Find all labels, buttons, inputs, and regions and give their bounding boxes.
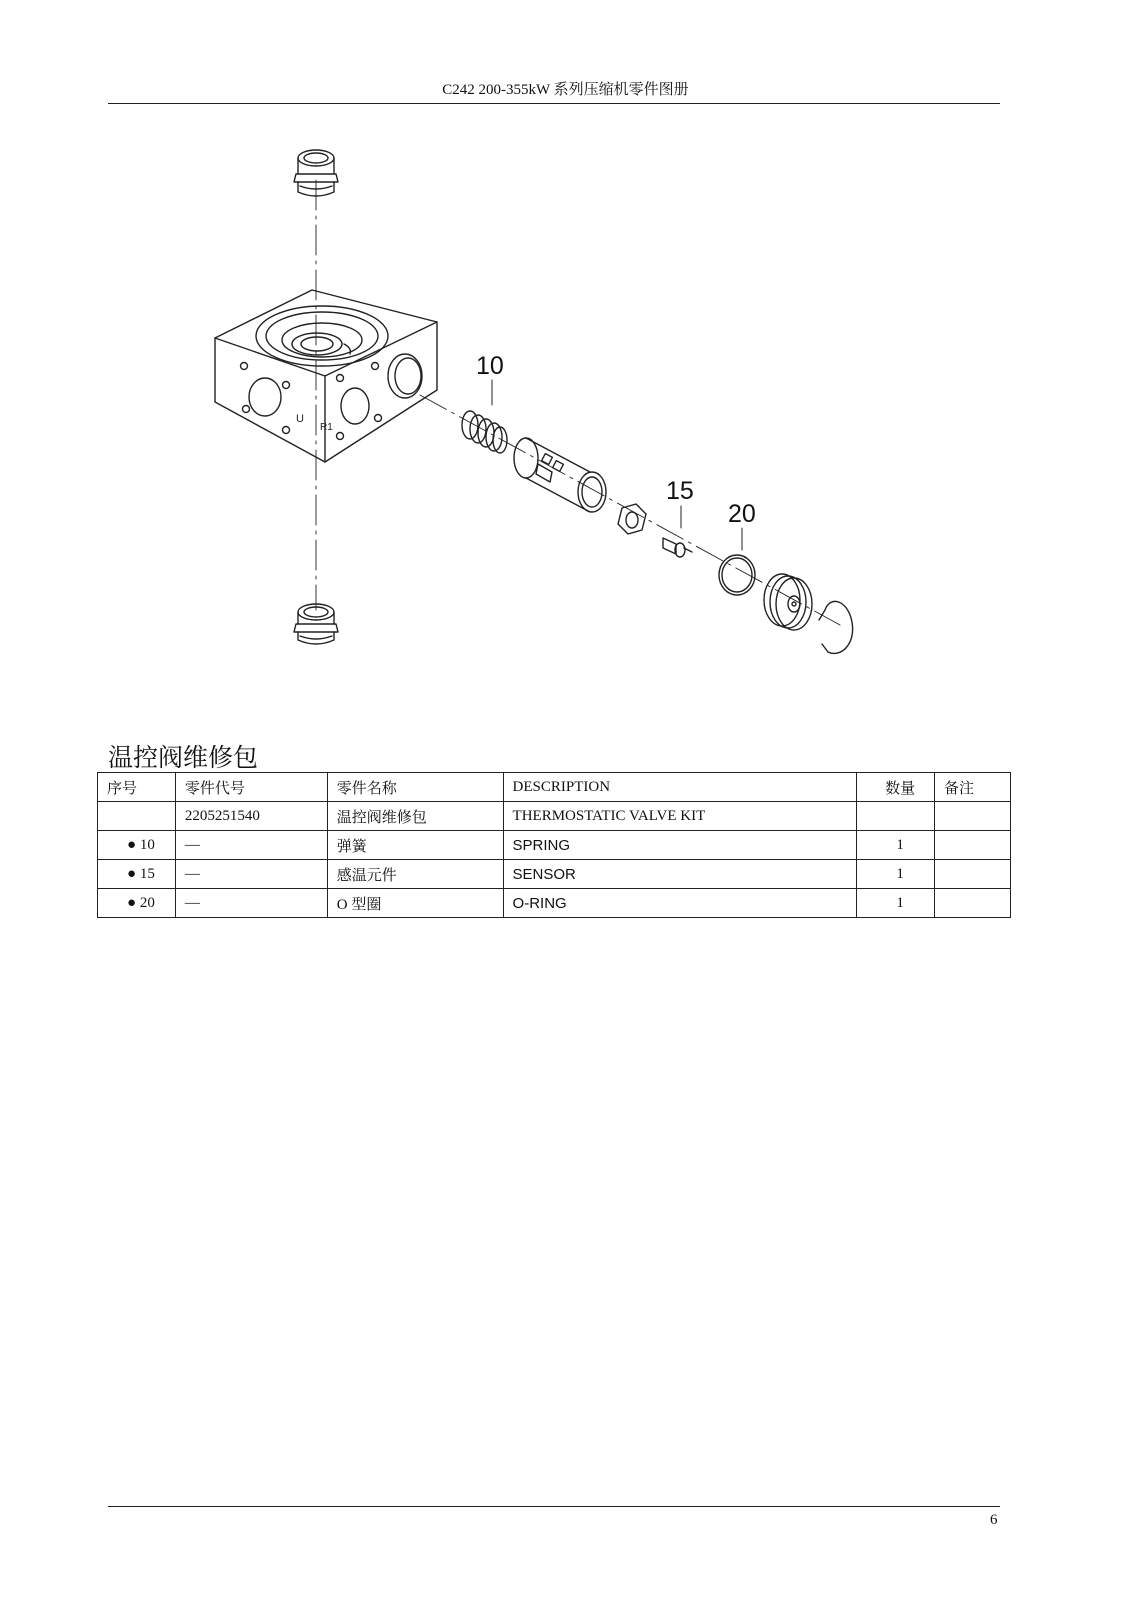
table-row	[98, 831, 1011, 860]
valve-block	[215, 290, 437, 462]
table-row	[98, 860, 1011, 889]
parts-table	[97, 772, 1011, 918]
row-note	[935, 802, 1011, 831]
row-description: THERMOSTATIC VALVE KIT	[503, 802, 857, 831]
row-note	[935, 831, 1011, 860]
block-marking-r1: R1	[320, 422, 333, 433]
row-code: —	[175, 860, 327, 889]
table-header-row	[98, 773, 1011, 802]
row-no: ● 20	[98, 889, 176, 918]
footer-divider	[108, 1506, 1000, 1507]
header-divider	[108, 103, 1000, 104]
section-title: 温控阀维修包	[108, 743, 259, 772]
row-code: —	[175, 889, 327, 918]
header-cell-code: 零件代号	[175, 773, 327, 802]
callout-20: 20	[728, 500, 756, 528]
row-name: 温控阀维修包	[327, 802, 503, 831]
row-qty: 1	[857, 860, 935, 889]
table-row	[98, 802, 1011, 831]
block-marking-u: U	[296, 413, 304, 425]
plug-part	[764, 574, 812, 630]
row-note	[935, 860, 1011, 889]
row-note	[935, 889, 1011, 918]
row-no: ● 15	[98, 860, 176, 889]
sensor-part	[663, 538, 692, 557]
row-description: O-RING	[503, 889, 857, 918]
top-fitting	[294, 150, 338, 196]
row-qty: 1	[857, 831, 935, 860]
header-cell-note: 备注	[935, 773, 1011, 802]
snap-ring-part	[819, 601, 853, 653]
callout-15: 15	[666, 477, 694, 505]
row-code: —	[175, 831, 327, 860]
valve-sleeve	[514, 438, 606, 512]
header-cell-no: 序号	[98, 773, 176, 802]
exploded-parts-diagram	[200, 140, 900, 700]
row-qty: 1	[857, 889, 935, 918]
page-header: C242 200-355kW 系列压缩机零件图册	[442, 82, 689, 98]
row-description: SENSOR	[503, 860, 857, 889]
row-no	[98, 802, 176, 831]
row-description: SPRING	[503, 831, 857, 860]
nut-part	[618, 504, 646, 534]
table-row	[98, 889, 1011, 918]
row-name: O 型圈	[327, 889, 503, 918]
header-cell-qty: 数量	[857, 773, 935, 802]
header-cell-description: DESCRIPTION	[503, 773, 857, 802]
callout-10: 10	[476, 352, 504, 380]
row-code: 2205251540	[175, 802, 327, 831]
diagonal-axis-line	[420, 395, 840, 625]
page-number: 6	[990, 1512, 998, 1528]
header-cell-name: 零件名称	[327, 773, 503, 802]
spring-part	[462, 411, 507, 453]
row-qty	[857, 802, 935, 831]
row-name: 弹簧	[327, 831, 503, 860]
row-no: ● 10	[98, 831, 176, 860]
row-name: 感温元件	[327, 860, 503, 889]
